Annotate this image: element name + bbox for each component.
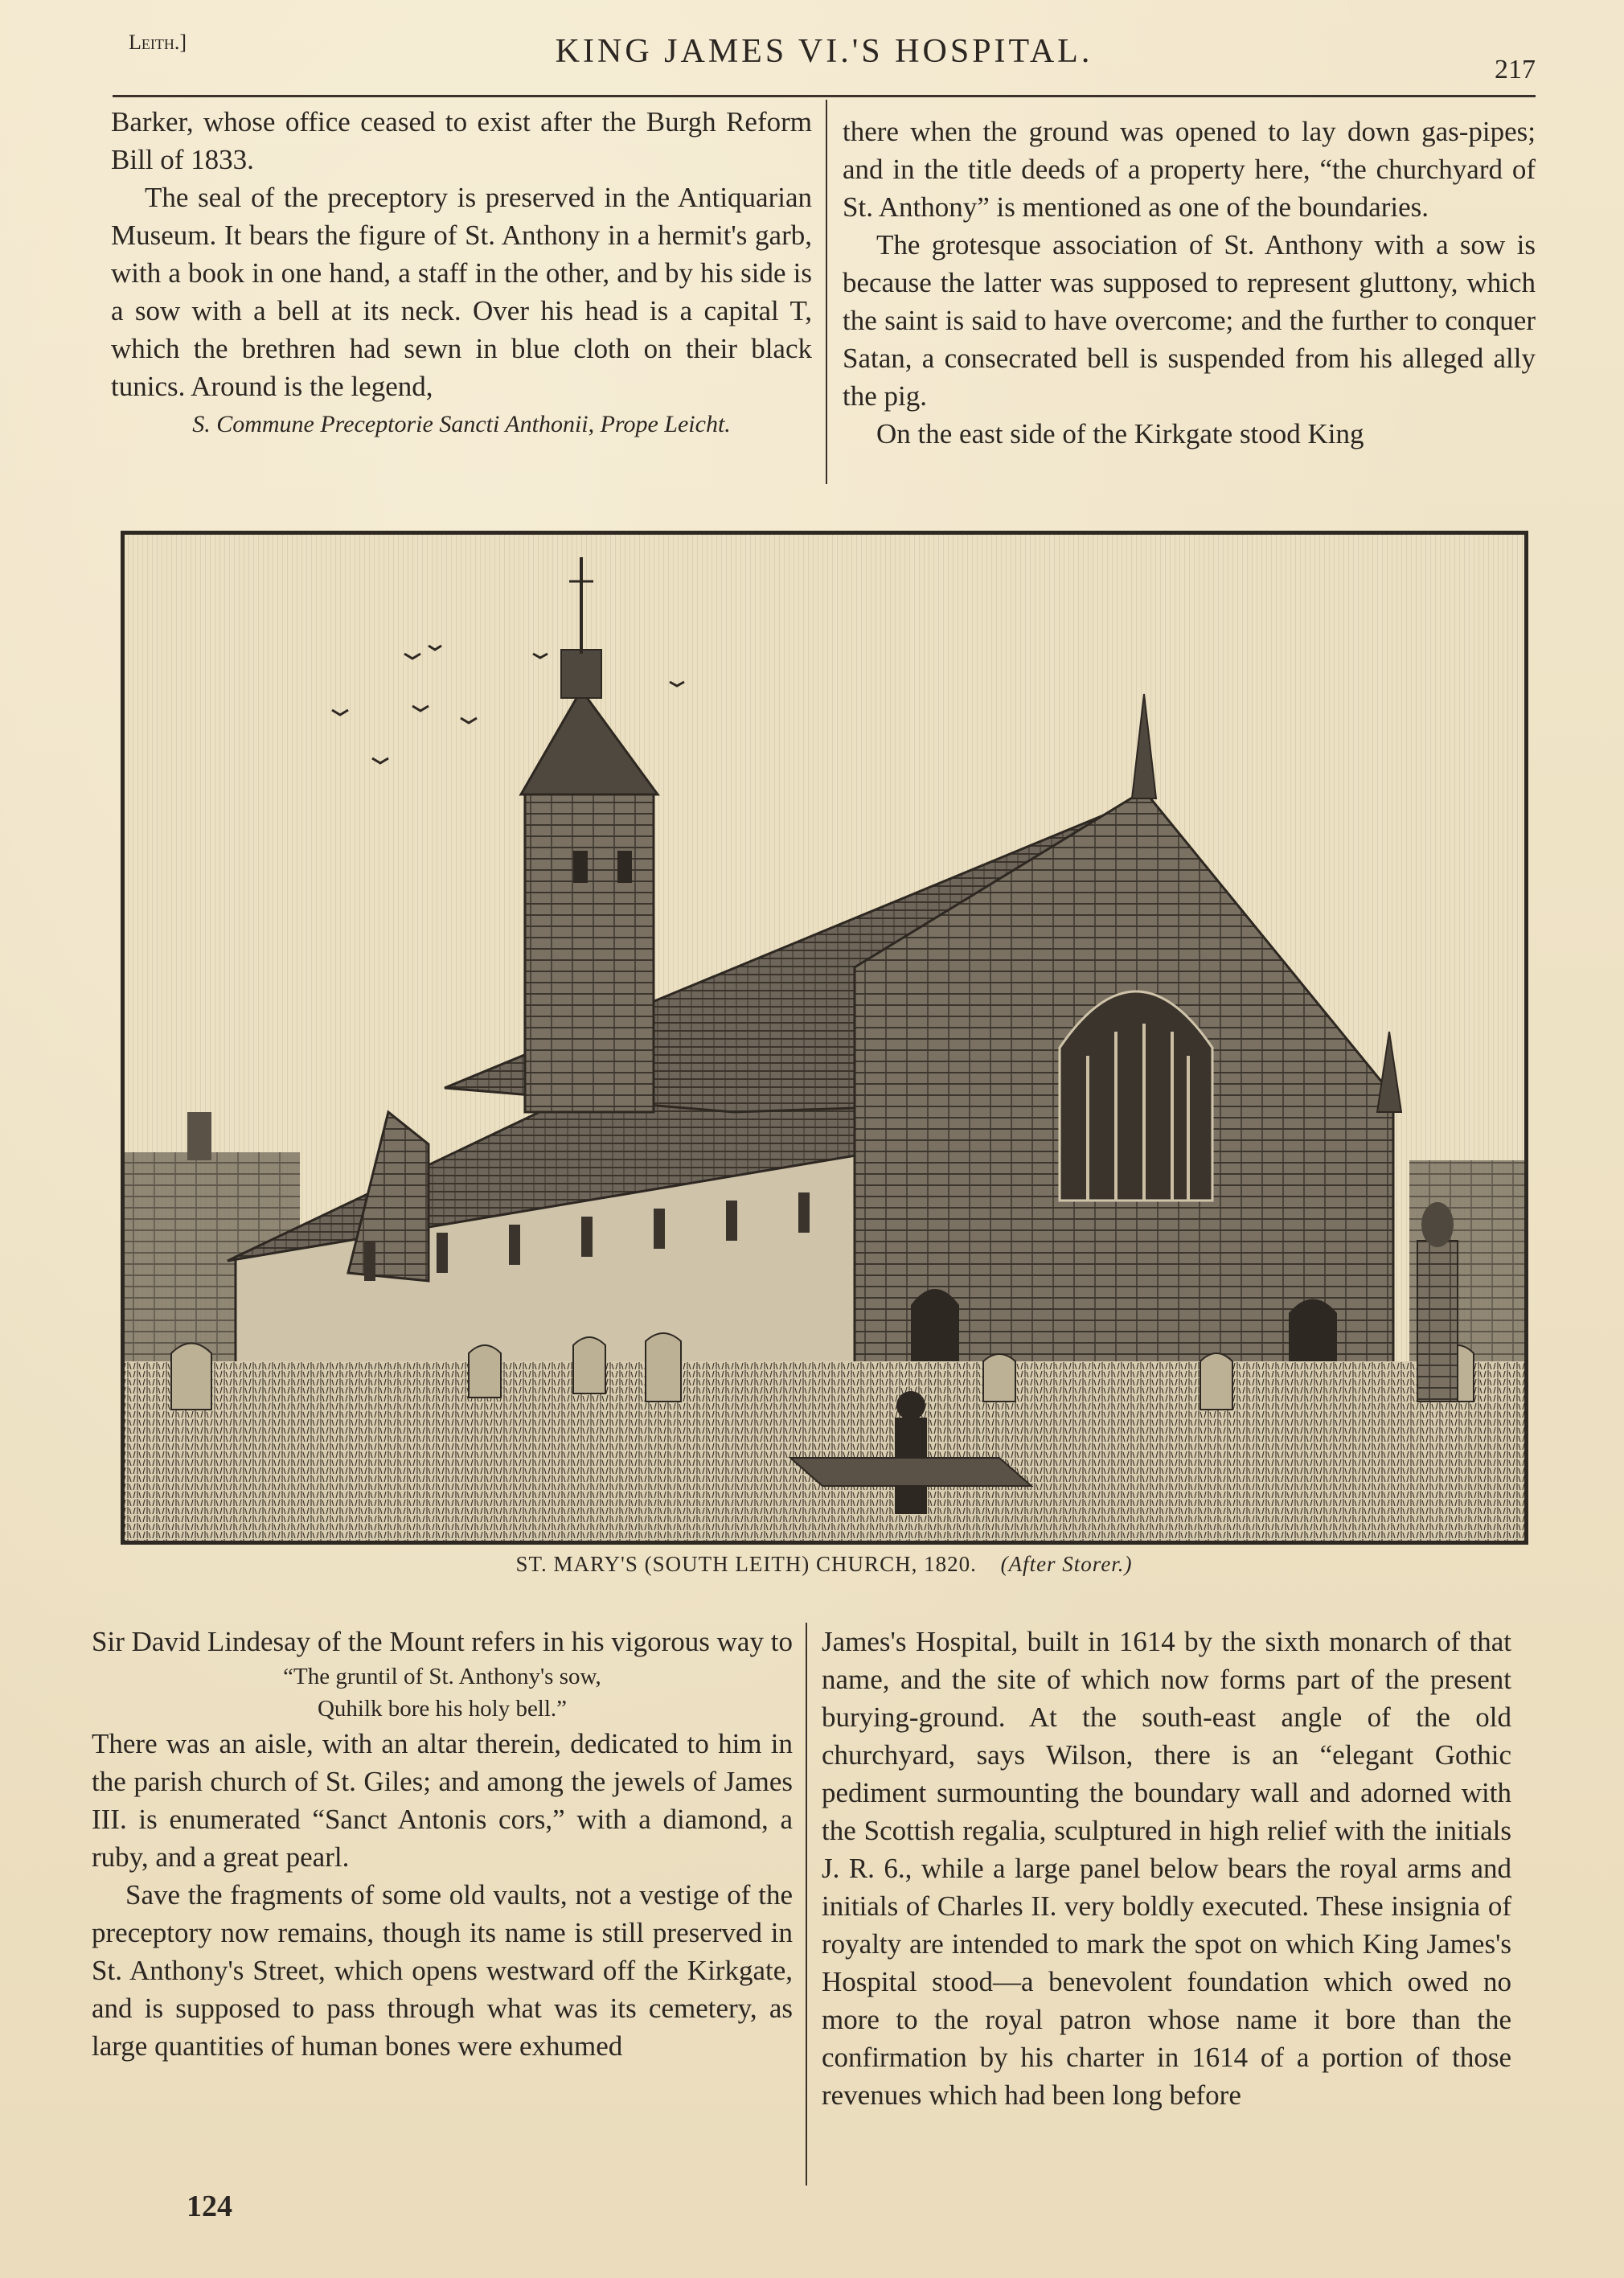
caption-credit: (After Storer.): [1000, 1552, 1133, 1576]
church-illustration: [123, 533, 1526, 1542]
top-left-column: [111, 103, 812, 443]
page-number: 217: [1495, 55, 1536, 84]
bottom-left-column: [92, 1623, 793, 2065]
paragraph: The grotesque association of St. Anthony with a sow is because the latter was supposed to represent gluttony, which the saint is said to have overcome; and the further to conquer Satan, a consecrated bell is suspended from his alleged ally the pig.: [843, 229, 1536, 412]
paragraph: There was an aisle, with an altar therein, dedicated to him in the parish church of St. Giles; and among the jewels of James III. is enumerated “Sanct Antonis cors,” with a diamond, a ruby, and a great pearl.: [92, 1728, 793, 1873]
section-label: Leith.]: [129, 31, 187, 54]
bottom-right-column: [822, 1623, 1511, 2114]
paragraph: Barker, whose office ceased to exist after the Burgh Reform Bill of 1833.: [111, 106, 812, 175]
column-rule: [826, 100, 827, 484]
verse-line: “The gruntil of St. Anthony's sow,: [283, 1664, 601, 1689]
paragraph: James's Hospital, built in 1614 by the sixth monarch of that name, and the site of which now forms part of the present burying-ground. At the south-east angle of the old churchyard, says Wilson, there is an “elegant Gothic pediment surmounting the boundary wall and adorned with the Scottish regalia, sculptured in high relief with the initials J. R. 6., while a large panel below bears the royal arms and initials of Charles II. very boldly executed. These insignia of royalty are intended to mark the spot on which King James's Hospital stood—a benevolent foundation which owed no more to the royal patron whose name it bore than the confirmation by his charter in 1614 of a portion of those revenues which had been long before: [822, 1626, 1511, 2111]
paragraph: there when the ground was opened to lay down gas-pipes; and in the title deeds of a property here, “the churchyard of St. Anthony” is mentioned as one of the boundaries.: [843, 116, 1536, 223]
header-rule: [113, 95, 1536, 97]
caption-text: ST. MARY'S (SOUTH LEITH) CHURCH, 1820.: [515, 1552, 977, 1576]
paragraph: The seal of the preceptory is preserved in the Antiquarian Museum. It bears the figure of St. Anthony in a hermit's garb, with a book in one hand, a staff in the other, and by his side is a sow with a bell at its neck. Over his head is a capital T, which the brethren had sewn in blue cloth on their black tunics. Around is the legend,: [111, 182, 812, 402]
paragraph: Save the fragments of some old vaults, not a vestige of the preceptory now remains, though its name is still preserved in St. Anthony's Street, which opens westward off the Kirkgate, and is supposed to pass through what was its cemetery, as large quantities of human bones were exhumed: [92, 1879, 793, 2062]
paragraph: On the east side of the Kirkgate stood King: [876, 418, 1364, 449]
seal-legend: S. Commune Preceptorie Sancti Anthonii, Prope Leicht.: [192, 411, 731, 437]
figure-caption: [113, 1552, 1536, 1577]
top-right-column: [843, 113, 1536, 453]
verse-line: Quhilk bore his holy bell.”: [317, 1696, 568, 1722]
page-title: KING JAMES VI.'S HOSPITAL.: [555, 33, 1093, 70]
running-head: [113, 23, 1536, 84]
church-engraving: [121, 531, 1528, 1545]
column-rule: [806, 1623, 807, 2186]
paragraph: Sir David Lindesay of the Mount refers in his vigorous way to: [92, 1626, 793, 1657]
signature-mark: 124: [187, 2190, 232, 2223]
